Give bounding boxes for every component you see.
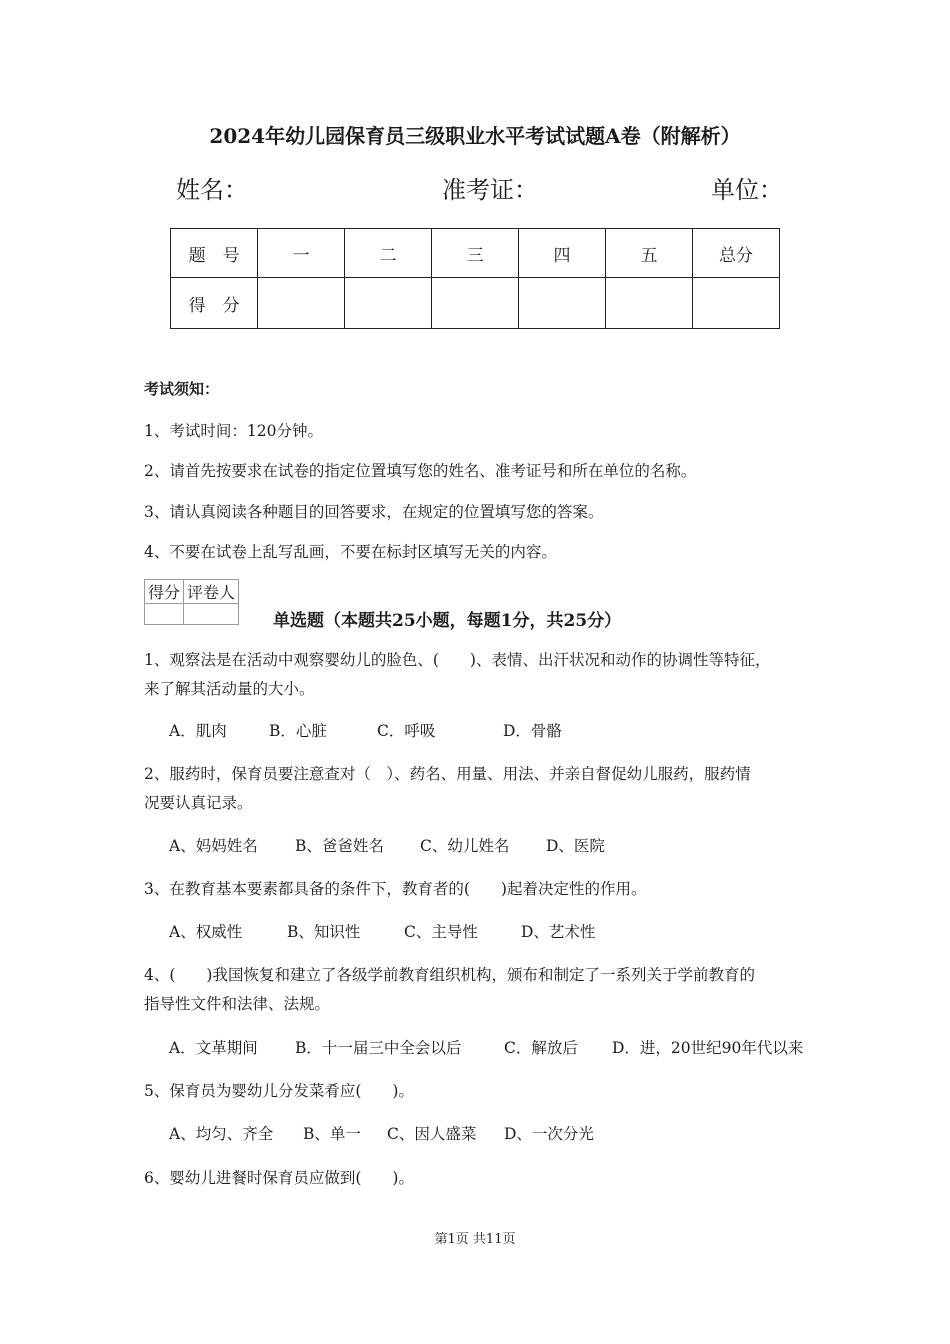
score-cell[interactable] <box>692 278 779 329</box>
score-header-cell: 二 <box>345 229 432 278</box>
notice-item: 4、不要在试卷上乱写乱画，不要在标封区填写无关的内容。 <box>144 543 557 561</box>
question-text: 5、保育员为婴幼儿分发菜肴应( )。 <box>144 1082 414 1100</box>
grader-box <box>144 579 239 625</box>
score-table-header-row <box>171 229 780 278</box>
question-text: 3、在教育基本要素都具备的条件下，教育者的( )起着决定性的作用。 <box>144 880 647 898</box>
option: A、妈妈姓名 <box>169 837 258 855</box>
score-cell[interactable] <box>258 278 345 329</box>
option: B、单一 <box>303 1125 361 1143</box>
exam-id-field-label: 准考证： <box>442 176 538 204</box>
score-header-cell: 总分 <box>692 229 779 278</box>
option: C、幼儿姓名 <box>420 837 510 855</box>
question-text: 6、婴幼儿进餐时保育员应做到( )。 <box>144 1169 414 1187</box>
option: D、一次分光 <box>504 1125 594 1143</box>
question-text: 4、( )我国恢复和建立了各级学前教育组织机构，颁布和制定了一系列关于学前教育的 <box>144 966 755 984</box>
option: D、医院 <box>546 837 605 855</box>
option: B．心脏 <box>269 722 327 740</box>
question-text: 1、观察法是在活动中观察婴幼儿的脸色、( )、表情、出汗状况和动作的协调性等特征， <box>144 651 771 669</box>
score-cell[interactable] <box>606 278 693 329</box>
notice-heading: 考试须知： <box>144 380 220 398</box>
score-table <box>170 228 780 329</box>
option: D、艺术性 <box>521 923 596 941</box>
score-header-cell: 题 号 <box>171 229 258 278</box>
option: B、爸爸姓名 <box>295 837 384 855</box>
question-text: 况要认真记录。 <box>144 794 253 812</box>
option: C、主导性 <box>404 923 478 941</box>
notice-item: 1、考试时间：120分钟。 <box>144 422 323 440</box>
option: C．呼吸 <box>377 722 436 740</box>
option: A、权威性 <box>169 923 243 941</box>
score-header-cell: 三 <box>432 229 519 278</box>
option: D．骨骼 <box>503 722 562 740</box>
option: B．十一届三中全会以后 <box>295 1039 462 1057</box>
score-cell[interactable] <box>345 278 432 329</box>
option: D．进，20世纪90年代以来 <box>612 1039 804 1057</box>
option: A、均匀、齐全 <box>169 1125 274 1143</box>
page-footer: 第1页 共11页 <box>434 1232 516 1247</box>
option: B、知识性 <box>287 923 361 941</box>
score-header-cell: 五 <box>606 229 693 278</box>
notice-item: 2、请首先按要求在试卷的指定位置填写您的姓名、准考证号和所在单位的名称。 <box>144 462 697 480</box>
score-cell[interactable] <box>432 278 519 329</box>
grader-name-cell[interactable] <box>184 604 239 625</box>
option: A．文革期间 <box>169 1039 258 1057</box>
score-header-cell: 四 <box>519 229 606 278</box>
page-title: 2024年幼儿园保育员三级职业水平考试试题A卷（附解析） <box>209 124 741 148</box>
score-table-score-row <box>171 278 780 329</box>
notice-item: 3、请认真阅读各种题目的回答要求，在规定的位置填写您的答案。 <box>144 503 604 521</box>
option: A．肌肉 <box>169 722 227 740</box>
question-text: 指导性文件和法律、法规。 <box>144 995 331 1013</box>
score-cell[interactable] <box>519 278 606 329</box>
grader-name-label: 评卷人 <box>184 580 239 604</box>
name-field-label: 姓名： <box>176 176 248 204</box>
unit-field-label: 单位： <box>711 176 783 204</box>
option: C、因人盛菜 <box>387 1125 477 1143</box>
option: C．解放后 <box>504 1039 578 1057</box>
grader-score-label: 得分 <box>145 580 184 604</box>
score-header-cell: 一 <box>258 229 345 278</box>
question-text: 来了解其活动量的大小。 <box>144 680 315 698</box>
score-row-label: 得 分 <box>171 278 258 329</box>
question-text: 2、服药时，保育员要注意查对（ ）、药名、用量、用法、并亲自督促幼儿服药，服药情 <box>144 765 751 783</box>
section-title: 单选题（本题共25小题，每题1分，共25分） <box>273 611 622 631</box>
grader-score-cell[interactable] <box>145 604 184 625</box>
